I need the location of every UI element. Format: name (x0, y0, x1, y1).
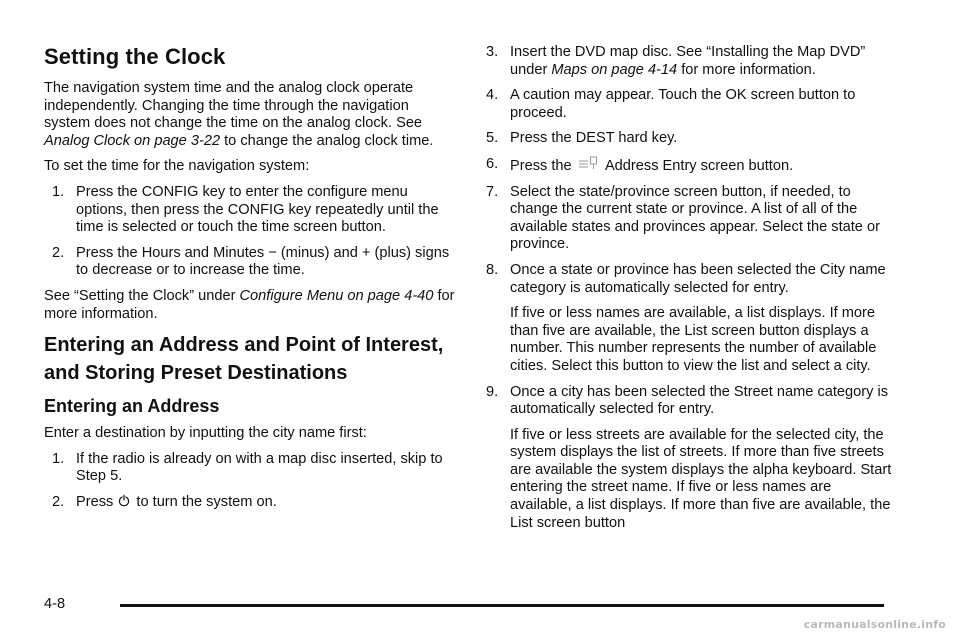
step-text-part: Insert the DVD map disc. See “Installing the Map DVD” under (510, 44, 866, 78)
paragraph-text: to change the analog clock time. (220, 132, 434, 149)
step-number: 2. (52, 493, 65, 510)
step-number: 8. (486, 261, 499, 278)
step-number: 5. (486, 130, 499, 147)
step-detail: If five or less streets are available for the selected city, the system displays the list of streets. If more than five streets are available the system displays the alpha keyboard. Start entering the street name. If five or less names are available, a list displays. If more than five are available, the List screen button (510, 426, 892, 531)
step-number: 7. (486, 183, 499, 200)
paragraph-clock-intro (44, 80, 456, 150)
right-column (486, 44, 892, 540)
step-text: If the radio is already on with a map disc inserted, skip to Step 5. (76, 450, 443, 485)
list-item (486, 44, 892, 79)
step-text: Select the state/province screen button, if needed, to change the current state or province. A list of all of the available states and provinces appear. Select the state or province. (510, 183, 880, 253)
list-item (44, 451, 456, 486)
paragraph-set-time: To set the time for the navigation system: (44, 158, 310, 175)
list-item (44, 184, 456, 237)
list-item (486, 87, 892, 122)
watermark: carmanualsonline.info (803, 618, 946, 631)
step-number: 1. (52, 183, 65, 200)
list-item (44, 494, 456, 512)
step-text: Press the DEST hard key. (510, 130, 678, 147)
step-text (510, 44, 892, 79)
step-text-part: Press (76, 493, 118, 510)
footer-rule (120, 604, 884, 607)
power-icon (118, 494, 130, 507)
list-item (486, 384, 892, 419)
paragraph-text: See “Setting the Clock” under (44, 287, 240, 304)
list-item (486, 156, 892, 176)
step-text-part: Press the (510, 157, 576, 174)
cross-reference-link: Configure Menu on page 4-40 (239, 287, 434, 304)
step-text: Press the Hours and Minutes − (minus) and + (plus) signs to decrease or to increase the time. (76, 244, 450, 279)
step-number: 1. (52, 450, 65, 467)
paragraph-enter-destination: Enter a destination by inputting the city name first: (44, 425, 367, 442)
left-column (44, 44, 456, 520)
step-text (510, 156, 892, 176)
subsection-heading-entering-address: Entering an Address (44, 396, 220, 417)
step-number: 6. (486, 155, 499, 172)
step-text-part: to turn the system on. (132, 493, 277, 510)
address-entry-icon (578, 156, 600, 170)
step-text-part: for more information. (677, 61, 816, 78)
cross-reference-link: Analog Clock on page 3-22 (44, 132, 221, 149)
step-number: 3. (486, 44, 499, 60)
step-number: 9. (486, 383, 499, 400)
page-number: 4-8 (44, 596, 66, 612)
list-item (486, 184, 892, 254)
paragraph-text: for more information. (44, 287, 455, 322)
paragraph-see-config (44, 288, 456, 323)
step-text-part: Address Entry screen button. (601, 157, 794, 174)
step-text (76, 494, 456, 512)
step-detail: If five or less names are available, a list displays. If more than five are available, the List screen button displays a number. This number represents the number of available cities. Select this button to view the list and select a city. (510, 305, 877, 374)
step-text: Press the CONFIG key to enter the configure menu options, then press the CONFIG key repeatedly until the time is selected or touch the time screen button. (76, 183, 439, 236)
list-item (44, 245, 456, 280)
step-number: 2. (52, 244, 65, 261)
paragraph-text: The navigation system time and the analog clock operate independently. Changing the time through the navigation system does not change the time on the analog clock. See (44, 80, 423, 132)
section-heading-entering-address-poi: Entering an Address and Point of Interest, and Storing Preset Destinations (44, 334, 444, 385)
step-text: Once a city has been selected the Street name category is automatically selected for entry. (510, 383, 889, 418)
list-item (486, 130, 892, 148)
cross-reference-link: Maps on page 4-14 (551, 61, 678, 78)
section-heading-setting-clock: Setting the Clock (44, 44, 226, 69)
step-text: Once a state or province has been selected the City name category is automatically selected for entry. (510, 261, 886, 296)
step-number: 4. (486, 87, 499, 104)
list-item (486, 262, 892, 297)
step-text: A caution may appear. Touch the OK screen button to proceed. (510, 87, 856, 121)
